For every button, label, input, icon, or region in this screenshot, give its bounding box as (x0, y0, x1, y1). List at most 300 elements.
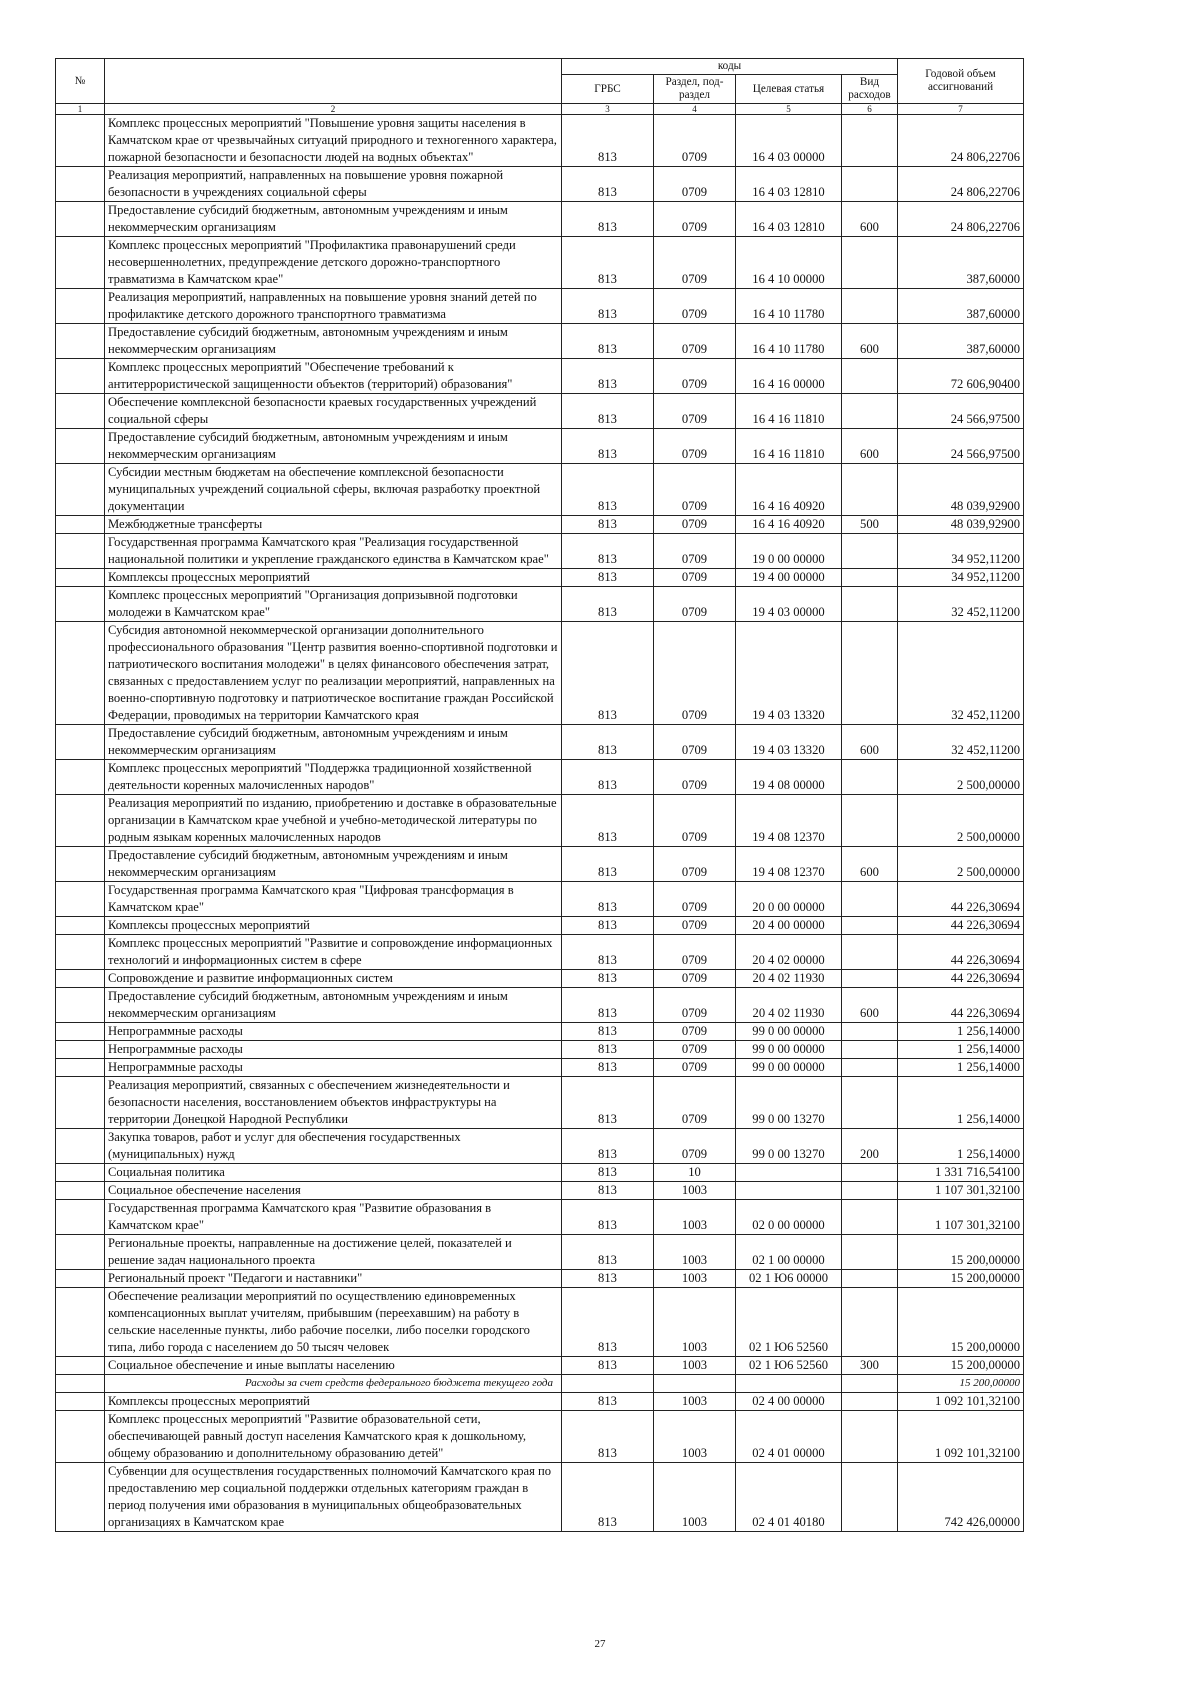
cell-sum: 44 226,30694 (898, 970, 1024, 988)
cell-sum: 24 806,22706 (898, 167, 1024, 202)
cell-num (56, 1393, 105, 1411)
cell-grbs: 813 (562, 569, 654, 587)
cell-section: 0709 (654, 847, 736, 882)
cell-target (736, 1182, 842, 1200)
cell-num (56, 1041, 105, 1059)
table-row (56, 587, 1024, 622)
cell-kind (842, 622, 898, 725)
cell-kind (842, 1077, 898, 1129)
cell-name: Комплекс процессных мероприятий "Обеспечение требований к антитеррористической защищенности объектов (территорий) образования" (105, 359, 562, 394)
cell-target: 16 4 03 00000 (736, 115, 842, 167)
table-row (56, 202, 1024, 237)
cell-sum: 34 952,11200 (898, 534, 1024, 569)
cell-grbs: 813 (562, 534, 654, 569)
table-row (56, 1023, 1024, 1041)
cell-sum: 2 500,00000 (898, 795, 1024, 847)
cell-target: 19 4 00 00000 (736, 569, 842, 587)
cell-section: 0709 (654, 394, 736, 429)
cell-target (736, 1164, 842, 1182)
cell-sum: 742 426,00000 (898, 1463, 1024, 1532)
cell-target: 02 4 00 00000 (736, 1393, 842, 1411)
cell-section: 1003 (654, 1270, 736, 1288)
cell-sum: 15 200,00000 (898, 1375, 1024, 1393)
cell-target: 20 4 00 00000 (736, 917, 842, 935)
cell-kind (842, 1200, 898, 1235)
cell-grbs: 813 (562, 1041, 654, 1059)
cell-target: 02 0 00 00000 (736, 1200, 842, 1235)
cell-kind (842, 569, 898, 587)
cell-grbs: 813 (562, 429, 654, 464)
cell-kind: 600 (842, 202, 898, 237)
cell-sum: 44 226,30694 (898, 917, 1024, 935)
cell-kind (842, 1393, 898, 1411)
table-row (56, 516, 1024, 534)
cell-sum: 34 952,11200 (898, 569, 1024, 587)
cell-kind (842, 1164, 898, 1182)
cell-num (56, 1023, 105, 1041)
col-index: 4 (654, 104, 736, 115)
cell-kind (842, 1288, 898, 1357)
cell-kind: 600 (842, 725, 898, 760)
cell-sum: 2 500,00000 (898, 760, 1024, 795)
cell-grbs: 813 (562, 167, 654, 202)
cell-kind (842, 1235, 898, 1270)
cell-sum: 1 331 716,54100 (898, 1164, 1024, 1182)
cell-section: 0709 (654, 1077, 736, 1129)
cell-num (56, 1059, 105, 1077)
cell-section: 1003 (654, 1200, 736, 1235)
cell-target: 16 4 03 12810 (736, 167, 842, 202)
cell-kind: 600 (842, 847, 898, 882)
cell-num (56, 1235, 105, 1270)
cell-section: 0709 (654, 1059, 736, 1077)
cell-sum: 24 806,22706 (898, 115, 1024, 167)
cell-grbs: 813 (562, 516, 654, 534)
col-name-header (105, 59, 562, 104)
cell-target: 16 4 10 00000 (736, 237, 842, 289)
cell-num (56, 1463, 105, 1532)
cell-name: Реализация мероприятий, направленных на повышение уровня знаний детей по профилактике детского дорожного транспортного травматизма (105, 289, 562, 324)
cell-section: 0709 (654, 569, 736, 587)
cell-grbs: 813 (562, 847, 654, 882)
cell-num (56, 464, 105, 516)
cell-name: Предоставление субсидий бюджетным, автономным учреждениям и иным некоммерческим организациям (105, 725, 562, 760)
cell-grbs: 813 (562, 1059, 654, 1077)
cell-num (56, 1200, 105, 1235)
cell-section: 0709 (654, 359, 736, 394)
cell-target: 20 0 00 00000 (736, 882, 842, 917)
table-row (56, 167, 1024, 202)
cell-kind (842, 1411, 898, 1463)
cell-num (56, 988, 105, 1023)
cell-target: 99 0 00 00000 (736, 1041, 842, 1059)
table-row (56, 1270, 1024, 1288)
cell-num (56, 1129, 105, 1164)
cell-num (56, 935, 105, 970)
cell-name: Комплексы процессных мероприятий (105, 1393, 562, 1411)
cell-sum: 44 226,30694 (898, 988, 1024, 1023)
table-row (56, 917, 1024, 935)
cell-num (56, 917, 105, 935)
col-index: 6 (842, 104, 898, 115)
cell-num (56, 760, 105, 795)
cell-grbs: 813 (562, 1357, 654, 1375)
cell-section: 0709 (654, 760, 736, 795)
cell-section: 0709 (654, 115, 736, 167)
table-row (56, 1077, 1024, 1129)
cell-name: Сопровождение и развитие информационных систем (105, 970, 562, 988)
cell-target: 99 0 00 00000 (736, 1023, 842, 1041)
cell-num (56, 429, 105, 464)
cell-sum: 32 452,11200 (898, 587, 1024, 622)
table-row (56, 970, 1024, 988)
cell-sum: 24 566,97500 (898, 429, 1024, 464)
cell-section: 0709 (654, 1129, 736, 1164)
table-row (56, 760, 1024, 795)
cell-target: 02 1 00 00000 (736, 1235, 842, 1270)
cell-name: Предоставление субсидий бюджетным, автономным учреждениям и иным некоммерческим организациям (105, 324, 562, 359)
cell-kind: 500 (842, 516, 898, 534)
budget-table (55, 58, 1024, 1532)
cell-kind (842, 1023, 898, 1041)
cell-kind (842, 882, 898, 917)
cell-grbs: 813 (562, 1200, 654, 1235)
cell-section: 0709 (654, 464, 736, 516)
cell-kind (842, 917, 898, 935)
budget-table-page (55, 58, 1024, 1532)
col-index: 3 (562, 104, 654, 115)
col-index: 1 (56, 104, 105, 115)
cell-num (56, 1411, 105, 1463)
table-row (56, 569, 1024, 587)
cell-grbs: 813 (562, 359, 654, 394)
cell-grbs (562, 1375, 654, 1393)
cell-grbs: 813 (562, 1463, 654, 1532)
cell-target: 16 4 16 40920 (736, 464, 842, 516)
cell-num (56, 516, 105, 534)
cell-num (56, 324, 105, 359)
table-row (56, 1357, 1024, 1375)
cell-grbs: 813 (562, 1077, 654, 1129)
col-index: 7 (898, 104, 1024, 115)
cell-sum: 387,60000 (898, 289, 1024, 324)
cell-grbs: 813 (562, 587, 654, 622)
cell-name: Предоставление субсидий бюджетным, автономным учреждениям и иным некоммерческим организациям (105, 847, 562, 882)
table-row (56, 882, 1024, 917)
cell-num (56, 289, 105, 324)
col-index: 5 (736, 104, 842, 115)
cell-target: 02 1 Ю6 00000 (736, 1270, 842, 1288)
cell-name: Межбюджетные трансферты (105, 516, 562, 534)
cell-grbs: 813 (562, 394, 654, 429)
cell-sum: 24 566,97500 (898, 394, 1024, 429)
cell-sum: 15 200,00000 (898, 1270, 1024, 1288)
cell-grbs: 813 (562, 324, 654, 359)
cell-target: 16 4 16 11810 (736, 394, 842, 429)
cell-name: Социальная политика (105, 1164, 562, 1182)
table-row (56, 1375, 1024, 1393)
cell-num (56, 1375, 105, 1393)
table-row (56, 394, 1024, 429)
cell-num (56, 1077, 105, 1129)
cell-name: Непрограммные расходы (105, 1059, 562, 1077)
cell-num (56, 795, 105, 847)
cell-name: Непрограммные расходы (105, 1023, 562, 1041)
cell-name: Предоставление субсидий бюджетным, автономным учреждениям и иным некоммерческим организациям (105, 429, 562, 464)
cell-kind: 300 (842, 1357, 898, 1375)
cell-sum: 15 200,00000 (898, 1288, 1024, 1357)
cell-name: Комплекс процессных мероприятий "Профилактика правонарушений среди несовершеннолетних, предупреждение детского дорожно-транспортного травматизма в Камчатском крае" (105, 237, 562, 289)
cell-grbs: 813 (562, 935, 654, 970)
cell-kind: 600 (842, 324, 898, 359)
cell-kind (842, 795, 898, 847)
cell-name: Комплекс процессных мероприятий "Повышение уровня защиты населения в Камчатском крае от чрезвычайных ситуаций природного и техногенного характера, пожарной безопасности и безопасности людей на водных объектах" (105, 115, 562, 167)
cell-num (56, 534, 105, 569)
table-row (56, 1182, 1024, 1200)
cell-name: Комплекс процессных мероприятий "Развитие и сопровождение информационных технологий и информационных систем в сфере (105, 935, 562, 970)
col-kind-header: Вид расходов (842, 75, 898, 104)
cell-num (56, 115, 105, 167)
cell-section: 0709 (654, 324, 736, 359)
cell-num (56, 1182, 105, 1200)
table-row (56, 1288, 1024, 1357)
cell-sum: 2 500,00000 (898, 847, 1024, 882)
col-section-header: Раздел, под-раздел (654, 75, 736, 104)
cell-sum: 48 039,92900 (898, 516, 1024, 534)
table-row (56, 324, 1024, 359)
cell-target: 16 4 16 00000 (736, 359, 842, 394)
cell-num (56, 1357, 105, 1375)
cell-name: Государственная программа Камчатского края "Развитие образования в Камчатском крае" (105, 1200, 562, 1235)
cell-num (56, 569, 105, 587)
cell-kind (842, 1059, 898, 1077)
cell-name: Комплексы процессных мероприятий (105, 917, 562, 935)
cell-target: 19 4 03 13320 (736, 622, 842, 725)
cell-sum: 387,60000 (898, 237, 1024, 289)
cell-name: Региональный проект "Педагоги и наставники" (105, 1270, 562, 1288)
cell-grbs: 813 (562, 1393, 654, 1411)
cell-kind: 200 (842, 1129, 898, 1164)
table-row (56, 847, 1024, 882)
table-row (56, 534, 1024, 569)
cell-section: 0709 (654, 516, 736, 534)
cell-kind (842, 1182, 898, 1200)
cell-sum: 32 452,11200 (898, 725, 1024, 760)
cell-grbs: 813 (562, 1129, 654, 1164)
cell-section: 1003 (654, 1288, 736, 1357)
cell-name: Закупка товаров, работ и услуг для обеспечения государственных (муниципальных) нужд (105, 1129, 562, 1164)
cell-name: Социальное обеспечение населения (105, 1182, 562, 1200)
cell-section: 0709 (654, 1023, 736, 1041)
cell-name: Реализация мероприятий по изданию, приобретению и доставке в образовательные организации в Камчатском крае учебной и учебно-методической литературы по родным языкам коренных малочисленных народов (105, 795, 562, 847)
cell-target: 02 4 01 40180 (736, 1463, 842, 1532)
cell-grbs: 813 (562, 1164, 654, 1182)
table-row (56, 1393, 1024, 1411)
cell-sum: 1 092 101,32100 (898, 1411, 1024, 1463)
cell-num (56, 970, 105, 988)
cell-sum: 32 452,11200 (898, 622, 1024, 725)
cell-kind (842, 1375, 898, 1393)
cell-section: 1003 (654, 1235, 736, 1270)
cell-kind (842, 394, 898, 429)
cell-name: Государственная программа Камчатского края "Цифровая трансформация в Камчатском крае" (105, 882, 562, 917)
cell-grbs: 813 (562, 988, 654, 1023)
cell-name: Государственная программа Камчатского края "Реализация государственной национальной политики и укрепление гражданского единства в Камчатском крае" (105, 534, 562, 569)
cell-name: Субсидии местным бюджетам на обеспечение комплексной безопасности муниципальных учреждений социальной сферы, включая разработку проектной документации (105, 464, 562, 516)
cell-section: 1003 (654, 1357, 736, 1375)
cell-target: 16 4 16 11810 (736, 429, 842, 464)
cell-grbs: 813 (562, 115, 654, 167)
cell-kind (842, 115, 898, 167)
codes-header: коды (562, 59, 898, 75)
page-number: 27 (594, 1638, 606, 1650)
cell-section: 0709 (654, 917, 736, 935)
cell-grbs: 813 (562, 202, 654, 237)
cell-name: Социальное обеспечение и иные выплаты населению (105, 1357, 562, 1375)
cell-grbs: 813 (562, 1411, 654, 1463)
cell-num (56, 1164, 105, 1182)
table-row (56, 359, 1024, 394)
col-target-header: Целевая статья (736, 75, 842, 104)
cell-section: 0709 (654, 202, 736, 237)
table-row (56, 289, 1024, 324)
cell-kind (842, 534, 898, 569)
cell-name: Реализация мероприятий, направленных на повышение уровня пожарной безопасности в учреждениях социальной сферы (105, 167, 562, 202)
table-row (56, 1129, 1024, 1164)
table-row (56, 1235, 1024, 1270)
cell-sum: 44 226,30694 (898, 935, 1024, 970)
cell-grbs: 813 (562, 1288, 654, 1357)
cell-section: 0709 (654, 970, 736, 988)
cell-kind (842, 760, 898, 795)
cell-num (56, 237, 105, 289)
cell-section (654, 1375, 736, 1393)
cell-target: 99 0 00 13270 (736, 1077, 842, 1129)
cell-name: Комплекс процессных мероприятий "Поддержка традиционной хозяйственной деятельности коренных малочисленных народов" (105, 760, 562, 795)
cell-name: Расходы за счет средств федерального бюджета текущего года (105, 1375, 562, 1393)
cell-name: Субсидия автономной некоммерческой организации дополнительного профессионального образования "Центр развития военно-спортивной подготовки и патриотического воспитания молодежи" в целях финансового обеспечения затрат, связанных с предоставлением услуг по реализации мероприятий, направленных на военно-спортивную подготовку и патриотическое воспитание граждан Российской Федерации, проводимых на территории Камчатского края (105, 622, 562, 725)
cell-sum: 1 256,14000 (898, 1129, 1024, 1164)
col-grbs-header: ГРБС (562, 75, 654, 104)
cell-sum: 1 092 101,32100 (898, 1393, 1024, 1411)
cell-sum: 1 256,14000 (898, 1023, 1024, 1041)
cell-kind (842, 587, 898, 622)
cell-kind (842, 1041, 898, 1059)
table-row (56, 1041, 1024, 1059)
cell-grbs: 813 (562, 1023, 654, 1041)
table-body (56, 115, 1024, 1532)
cell-kind (842, 289, 898, 324)
cell-sum: 48 039,92900 (898, 464, 1024, 516)
table-row (56, 988, 1024, 1023)
cell-section: 0709 (654, 795, 736, 847)
cell-grbs: 813 (562, 622, 654, 725)
cell-name: Комплексы процессных мероприятий (105, 569, 562, 587)
cell-num (56, 587, 105, 622)
cell-name: Реализация мероприятий, связанных с обеспечением жизнедеятельности и безопасности населения, восстановлением объектов инфраструктуры на территории Донецкой Народной Республики (105, 1077, 562, 1129)
cell-kind: 600 (842, 988, 898, 1023)
cell-num (56, 167, 105, 202)
cell-name: Субвенции для осуществления государственных полномочий Камчатского края по предоставлению мер социальной поддержки отдельных категориям граждан в период получения ими образования в муниципальных общеобразовательных организациях в Камчатском крае (105, 1463, 562, 1532)
cell-grbs: 813 (562, 917, 654, 935)
cell-target: 19 4 08 12370 (736, 847, 842, 882)
table-row (56, 725, 1024, 760)
cell-name: Непрограммные расходы (105, 1041, 562, 1059)
cell-sum: 44 226,30694 (898, 882, 1024, 917)
cell-sum: 24 806,22706 (898, 202, 1024, 237)
table-row (56, 1059, 1024, 1077)
cell-grbs: 813 (562, 1182, 654, 1200)
cell-section: 0709 (654, 289, 736, 324)
cell-target: 99 0 00 13270 (736, 1129, 842, 1164)
cell-num (56, 1270, 105, 1288)
cell-section: 10 (654, 1164, 736, 1182)
cell-sum: 72 606,90400 (898, 359, 1024, 394)
cell-section: 1003 (654, 1182, 736, 1200)
cell-name: Предоставление субсидий бюджетным, автономным учреждениям и иным некоммерческим организациям (105, 988, 562, 1023)
cell-target: 16 4 10 11780 (736, 324, 842, 359)
table-row (56, 795, 1024, 847)
cell-num (56, 394, 105, 429)
cell-kind (842, 1270, 898, 1288)
cell-kind (842, 464, 898, 516)
cell-section: 0709 (654, 429, 736, 464)
cell-sum: 387,60000 (898, 324, 1024, 359)
cell-num (56, 725, 105, 760)
cell-kind (842, 167, 898, 202)
cell-grbs: 813 (562, 1235, 654, 1270)
table-row (56, 237, 1024, 289)
cell-section: 1003 (654, 1393, 736, 1411)
cell-name: Комплекс процессных мероприятий "Развитие образовательной сети, обеспечивающей равный доступ населения Камчатского края к дошкольному, общему образованию и дополнительному образованию детей" (105, 1411, 562, 1463)
cell-grbs: 813 (562, 237, 654, 289)
cell-sum: 1 107 301,32100 (898, 1200, 1024, 1235)
col-annual-header: Годовой объем ассигнований (898, 59, 1024, 104)
cell-target: 02 4 01 00000 (736, 1411, 842, 1463)
cell-name: Предоставление субсидий бюджетным, автономным учреждениям и иным некоммерческим организациям (105, 202, 562, 237)
cell-target: 20 4 02 00000 (736, 935, 842, 970)
cell-grbs: 813 (562, 464, 654, 516)
cell-section: 0709 (654, 587, 736, 622)
cell-section: 0709 (654, 935, 736, 970)
table-row (56, 1411, 1024, 1463)
col-index: 2 (105, 104, 562, 115)
cell-target: 02 1 Ю6 52560 (736, 1357, 842, 1375)
cell-num (56, 202, 105, 237)
cell-grbs: 813 (562, 882, 654, 917)
table-row (56, 622, 1024, 725)
cell-grbs: 813 (562, 795, 654, 847)
table-row (56, 1200, 1024, 1235)
cell-kind (842, 970, 898, 988)
cell-sum: 1 256,14000 (898, 1059, 1024, 1077)
table-row (56, 1463, 1024, 1532)
cell-kind (842, 359, 898, 394)
cell-kind: 600 (842, 429, 898, 464)
cell-name: Обеспечение реализации мероприятий по осуществлению единовременных компенсационных выплат учителям, прибывшим (переехавшим) на работу в сельские населенные пункты, либо рабочие поселки, либо поселки городского типа, либо города с населением до 50 тысяч человек (105, 1288, 562, 1357)
cell-sum: 15 200,00000 (898, 1235, 1024, 1270)
cell-grbs: 813 (562, 289, 654, 324)
cell-section: 0709 (654, 237, 736, 289)
cell-section: 1003 (654, 1463, 736, 1532)
table-row (56, 115, 1024, 167)
table-row (56, 429, 1024, 464)
cell-target (736, 1375, 842, 1393)
cell-section: 1003 (654, 1411, 736, 1463)
cell-section: 0709 (654, 1041, 736, 1059)
cell-target: 20 4 02 11930 (736, 970, 842, 988)
cell-grbs: 813 (562, 970, 654, 988)
